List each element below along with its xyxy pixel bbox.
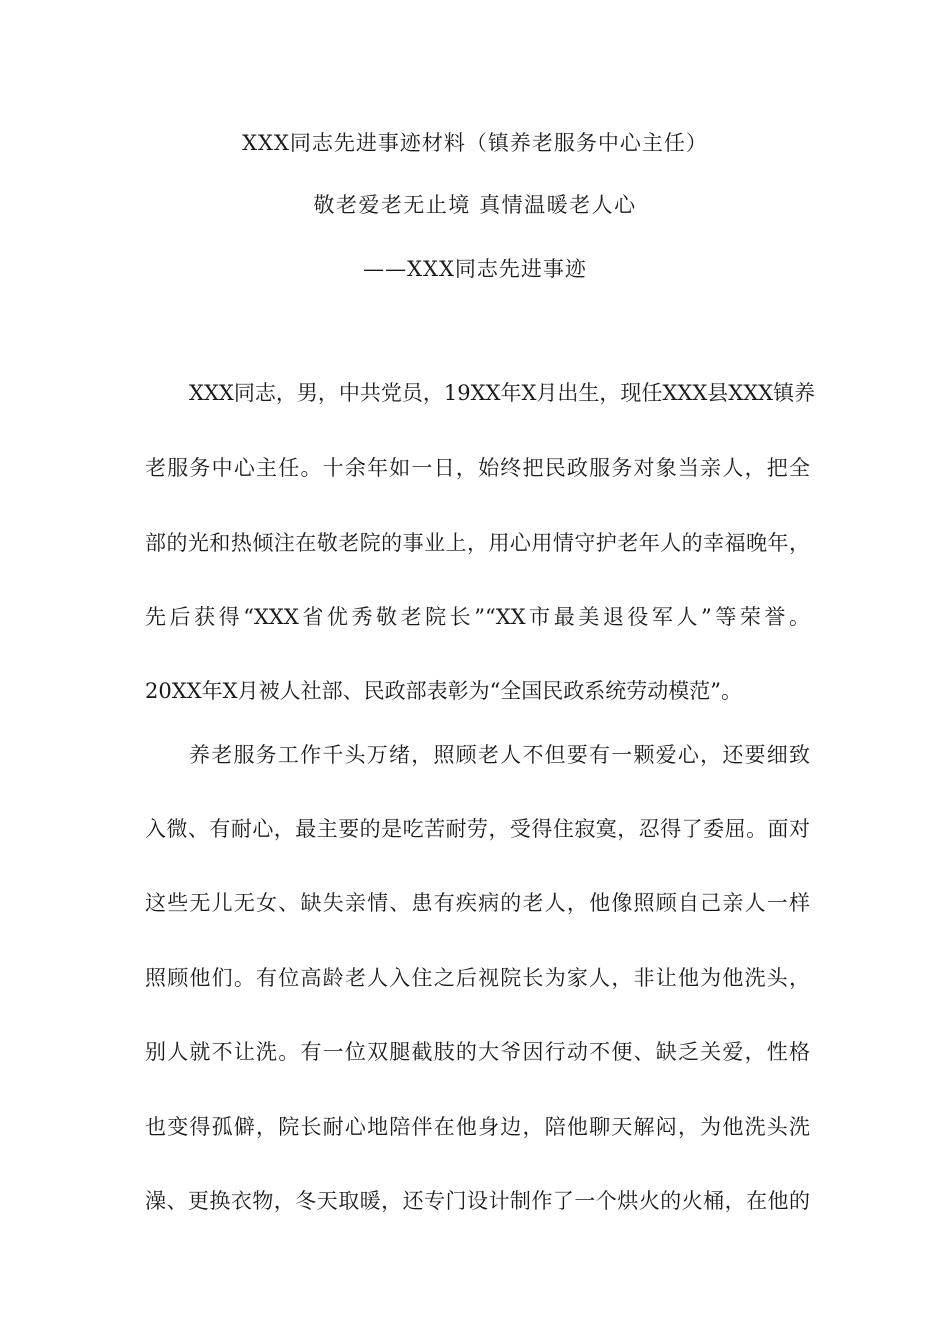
- paragraph-line: 部的光和热倾注在敬老院的事业上，用心用情守护老年人的幸福晚年，: [145, 531, 810, 555]
- document-subtitle: 敬老爱老无止境 真情温暖老人心: [313, 193, 637, 217]
- paragraph-line: 这些无儿无女、缺失亲情、患有疾病的老人，他像照顾自己亲人一样: [145, 891, 810, 915]
- paragraph-line: 20XX年X月被人社部、民政部表彰为“全国民政系统劳动模范”。: [145, 679, 743, 703]
- paragraph-line: XXX同志，男，中共党员，19XX年X月出生，现任XXX县XXX镇养: [189, 381, 816, 405]
- paragraph-line: 入微、有耐心，最主要的是吃苦耐劳，受得住寂寞，忍得了委屈。面对: [145, 817, 810, 841]
- paragraph-line: 养老服务工作千头万绪，照顾老人不但要有一颗爱心，还要细致: [189, 743, 810, 767]
- paragraph-line: 澡、更换衣物，冬天取暖，还专门设计制作了一个烘火的火桶，在他的: [145, 1189, 810, 1213]
- document-title: XXX同志先进事迹材料（镇养老服务中心主任）: [242, 131, 708, 155]
- paragraph-line: 照顾他们。有位高龄老人入住之后视院长为家人，非让他为他洗头，: [145, 966, 810, 990]
- document-subtitle-byline: ——XXX同志先进事迹: [363, 257, 587, 281]
- paragraph-line: 别人就不让洗。有一位双腿截肢的大爷因行动不便、缺乏关爱，性格: [145, 1040, 810, 1064]
- paragraph-line: 也变得孤僻，院长耐心地陪伴在他身边，陪他聊天解闷，为他洗头洗: [145, 1115, 810, 1139]
- paragraph-line: 老服务中心主任。十余年如一日，始终把民政服务对象当亲人，把全: [145, 456, 810, 480]
- paragraph-line: 先后获得“XXX省优秀敬老院长”“XX市最美退役军人”等荣誉。: [145, 605, 810, 629]
